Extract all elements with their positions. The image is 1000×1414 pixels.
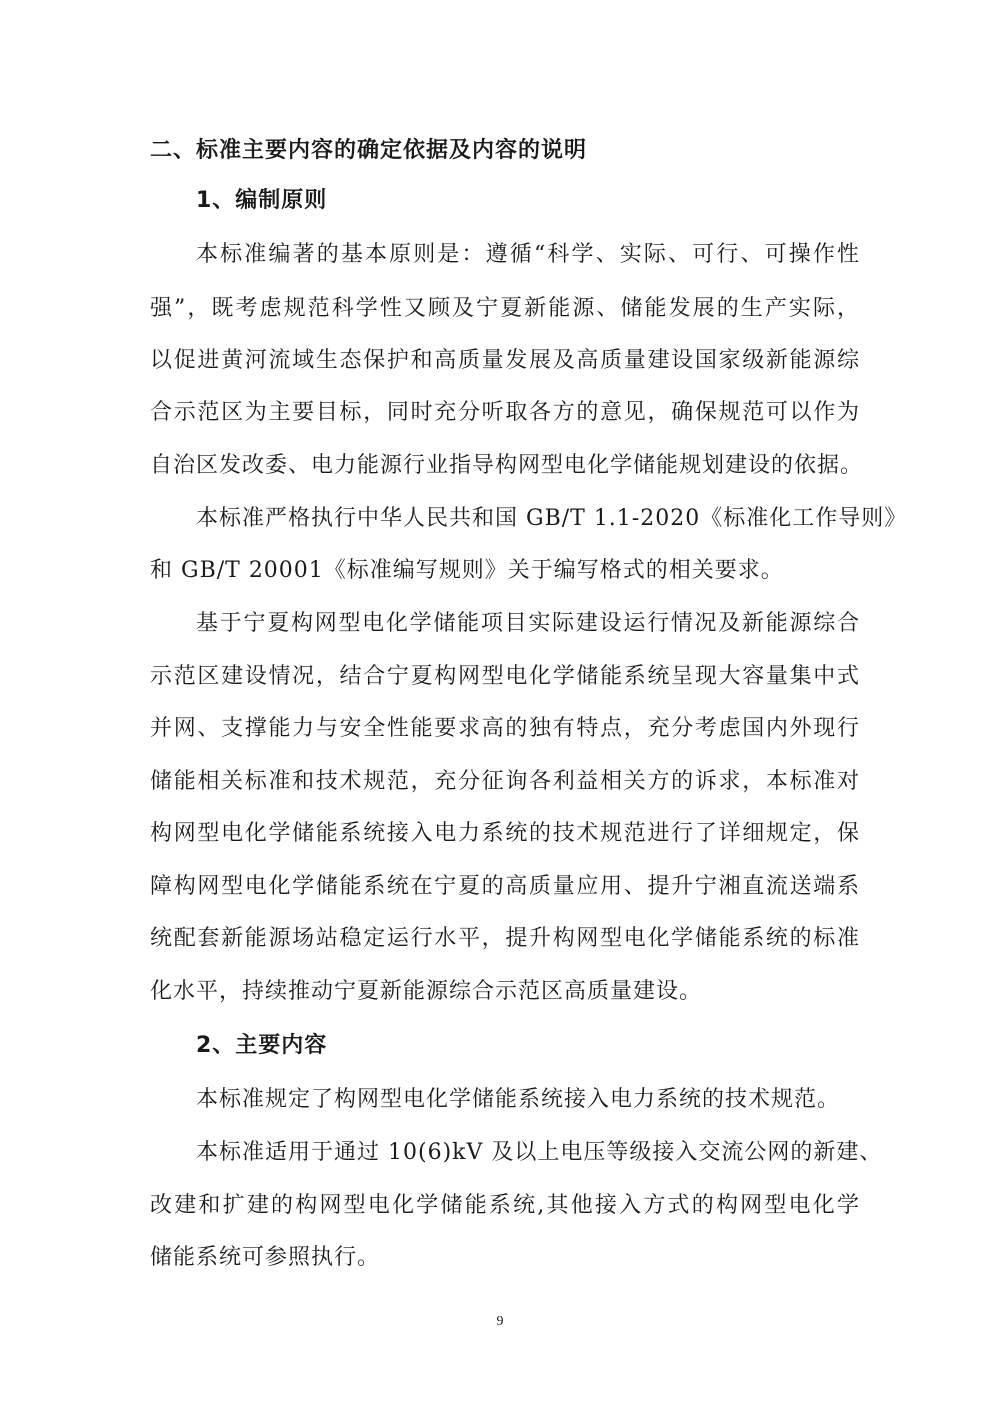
paragraph-line: 障构网型电化学储能系统在宁夏的高质量应用、提升宁湘直流送端系 — [150, 874, 860, 899]
subsection-heading-1: 1、编制原则 — [196, 188, 328, 213]
paragraph-line: 强”，既考虑规范科学性又顾及宁夏新能源、储能发展的生产实际， — [150, 296, 860, 321]
paragraph-line: 本标准严格执行中华人民共和国 GB/T 1.1-2020《标准化工作导则》 — [196, 506, 908, 531]
paragraph-line: 改建和扩建的构网型电化学储能系统,其他接入方式的构网型电化学 — [150, 1193, 860, 1218]
section-heading: 二、标准主要内容的确定依据及内容的说明 — [150, 138, 588, 163]
paragraph-line: 统配套新能源场站稳定运行水平，提升构网型电化学储能系统的标准 — [150, 926, 860, 951]
paragraph-line: 基于宁夏构网型电化学储能项目实际建设运行情况及新能源综合 — [196, 611, 860, 636]
paragraph-line: 本标准适用于通过 10(6)kV 及以上电压等级接入交流公网的新建、 — [196, 1140, 883, 1165]
subsection-heading-2: 2、主要内容 — [196, 1033, 328, 1058]
paragraph-line: 合示范区为主要目标，同时充分听取各方的意见，确保规范可以作为 — [150, 400, 860, 425]
page-number: 9 — [496, 1314, 504, 1329]
paragraph-line: 储能相关标准和技术规范，充分征询各利益相关方的诉求，本标准对 — [150, 769, 860, 794]
paragraph-line: 自治区发改委、电力能源行业指导构网型电化学储能规划建设的依据。 — [150, 453, 864, 478]
paragraph-line: 本标准编著的基本原则是：遵循“科学、实际、可行、可操作性 — [196, 242, 860, 267]
paragraph-line: 和 GB/T 20001《标准编写规则》关于编写格式的相关要求。 — [150, 558, 784, 583]
paragraph-line: 并网、支撑能力与安全性能要求高的独有特点，充分考虑国内外现行 — [150, 716, 860, 741]
paragraph-line: 示范区建设情况，结合宁夏构网型电化学储能系统呈现大容量集中式 — [150, 664, 860, 689]
paragraph-line: 化水平，持续推动宁夏新能源综合示范区高质量建设。 — [150, 979, 703, 1004]
paragraph-line: 本标准规定了构网型电化学储能系统接入电力系统的技术规范。 — [196, 1087, 841, 1112]
paragraph-line: 储能系统可参照执行。 — [150, 1245, 381, 1270]
paragraph-line: 构网型电化学储能系统接入电力系统的技术规范进行了详细规定，保 — [150, 821, 860, 846]
paragraph-line: 以促进黄河流域生态保护和高质量发展及高质量建设国家级新能源综 — [150, 348, 860, 373]
